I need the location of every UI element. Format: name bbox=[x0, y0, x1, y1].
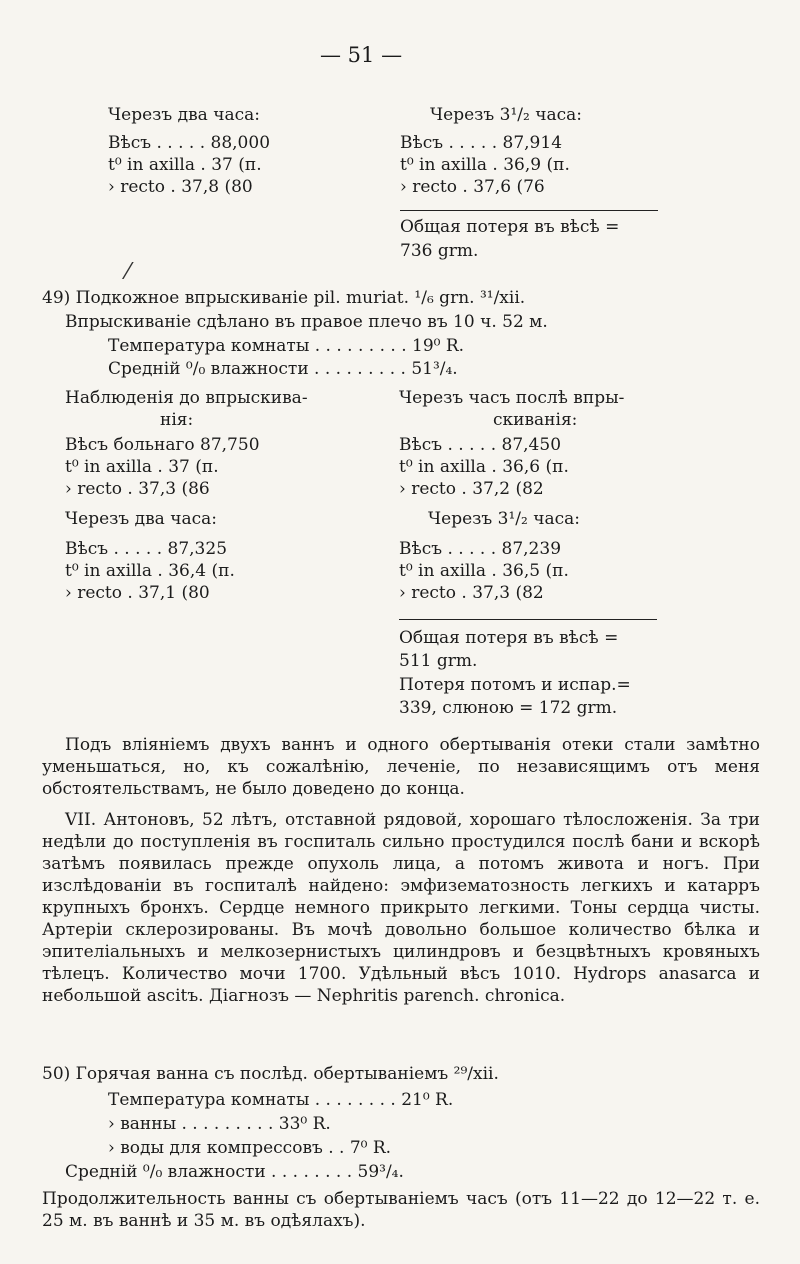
top-left-heading: Черезъ два часа: bbox=[108, 105, 260, 125]
top-left-recto: › recto . 37,8 (80 bbox=[108, 177, 253, 197]
exp49-after2-recto: › recto . 37,1 (80 bbox=[65, 583, 210, 603]
exp49-after1-weight: Вѣсъ . . . . . 87,450 bbox=[399, 435, 562, 455]
exp49-after35-recto: › recto . 37,3 (82 bbox=[399, 583, 544, 603]
exp49-before-recto: › recto . 37,3 (86 bbox=[65, 479, 210, 499]
exp50-humidity: Средній ⁰/₀ влажности . . . . . . . . 59³/₄. bbox=[65, 1162, 404, 1182]
paragraph-case-vii: VII. Антоновъ, 52 лѣтъ, отставной рядовой, хорошаго тѣлосложенія. За три недѣли до поступленія въ госпиталь сильно простудился послѣ бани и вскорѣ затѣмъ появилась прежде опухоль лица, а потомъ живота и ногъ. При изслѣдованіи въ госпиталѣ найдено: эмфизематозность легкихъ и катарръ крупныхъ бронхъ. Сердце немного прикрыто легкими. Тоны сердца чисты. Артеріи склерозированы. Въ мочѣ довольно большое количество бѣлка и эпителіальныхъ и мелкозернистыхъ цилиндровъ и безцвѣтныхъ кровяныхъ тѣлецъ. Количество мочи 1700. Удѣльный вѣсъ 1010. Hydrops anasarca и небольшой ascitъ. Діагнозъ — Nephritis parench. chronica. bbox=[42, 810, 760, 1006]
exp49-after35-axilla: t⁰ in axilla . 36,5 (п. bbox=[399, 561, 569, 581]
exp49-sweat-loss-value: 339, слюною = 172 grm. bbox=[399, 698, 618, 718]
top-left-axilla: t⁰ in axilla . 37 (п. bbox=[108, 155, 262, 175]
top-right-weight: Вѣсъ . . . . . 87,914 bbox=[400, 133, 563, 153]
exp49-after1-recto: › recto . 37,2 (82 bbox=[399, 479, 544, 499]
exp49-sweat-loss-label: Потеря потомъ и испар.= bbox=[399, 675, 631, 695]
top-left-weight: Вѣсъ . . . . . 88,000 bbox=[108, 133, 271, 153]
exp49-after2-heading: Черезъ два часа: bbox=[65, 509, 217, 529]
top-right-heading: Черезъ 3¹/₂ часа: bbox=[430, 105, 582, 125]
exp50-compress-temp: › воды для компрессовъ . . 7⁰ R. bbox=[108, 1138, 392, 1158]
exp49-total-value: 511 grm. bbox=[399, 651, 478, 671]
exp50-duration: Продолжительность ванны съ обертываніемъ часъ (отъ 11—22 до 12—22 т. е. 25 м. въ ваннѣ и 35 м. въ одѣялахъ). bbox=[42, 1189, 760, 1231]
exp50-title: 50) Горячая ванна съ послѣд. обертываніемъ ²⁹/xii. bbox=[42, 1064, 499, 1084]
top-divider bbox=[400, 210, 658, 211]
paragraph-edema: Подъ вліяніемъ двухъ ваннъ и одного обертыванія отеки стали замѣтно уменьшаться, но, къ сожалѣнію, леченіе, по независящимъ отъ меня обстоятельствамъ, не было доведено до конца. bbox=[42, 735, 760, 799]
exp49-before-heading-2: нія: bbox=[160, 410, 194, 430]
exp50-bath-temp: › ванны . . . . . . . . . 33⁰ R. bbox=[108, 1114, 331, 1134]
page-number: — 51 — bbox=[320, 43, 403, 67]
exp49-after2-weight: Вѣсъ . . . . . 87,325 bbox=[65, 539, 228, 559]
exp49-total-label: Общая потеря въ вѣсѣ = bbox=[399, 628, 619, 648]
exp49-after1-heading-2: скиванія: bbox=[493, 410, 578, 430]
exp49-room-temp: Температура комнаты . . . . . . . . . 19⁰ R. bbox=[108, 336, 465, 356]
exp50-room-temp: Температура комнаты . . . . . . . . 21⁰ R. bbox=[108, 1090, 454, 1110]
exp49-after1-axilla: t⁰ in axilla . 36,6 (п. bbox=[399, 457, 569, 477]
exp49-title: 49) Подкожное впрыскиваніе pil. muriat. ¹/₆ grn. ³¹/xii. bbox=[42, 288, 526, 308]
exp49-humidity: Средній ⁰/₀ влажности . . . . . . . . . 51³/₄. bbox=[108, 359, 458, 379]
exp49-after2-axilla: t⁰ in axilla . 36,4 (п. bbox=[65, 561, 235, 581]
top-right-recto: › recto . 37,6 (76 bbox=[400, 177, 545, 197]
exp49-before-heading-1: Наблюденія до впрыскива- bbox=[65, 388, 308, 408]
exp49-after35-weight: Вѣсъ . . . . . 87,239 bbox=[399, 539, 562, 559]
top-right-axilla: t⁰ in axilla . 36,9 (п. bbox=[400, 155, 570, 175]
exp49-injection-site: Впрыскиваніе сдѣлано въ правое плечо въ 10 ч. 52 м. bbox=[65, 312, 548, 332]
top-total-value: 736 grm. bbox=[400, 241, 479, 261]
exp49-after35-heading: Черезъ 3¹/₂ часа: bbox=[428, 509, 580, 529]
top-total-label: Общая потеря въ вѣсѣ = bbox=[400, 217, 620, 237]
exp49-divider bbox=[399, 619, 657, 620]
exp49-before-axilla: t⁰ in axilla . 37 (п. bbox=[65, 457, 219, 477]
exp49-before-weight: Вѣсъ больнаго 87,750 bbox=[65, 435, 260, 455]
exp49-after1-heading-1: Черезъ часъ послѣ впры- bbox=[399, 388, 625, 408]
pencil-mark: ⁄ bbox=[126, 260, 130, 285]
